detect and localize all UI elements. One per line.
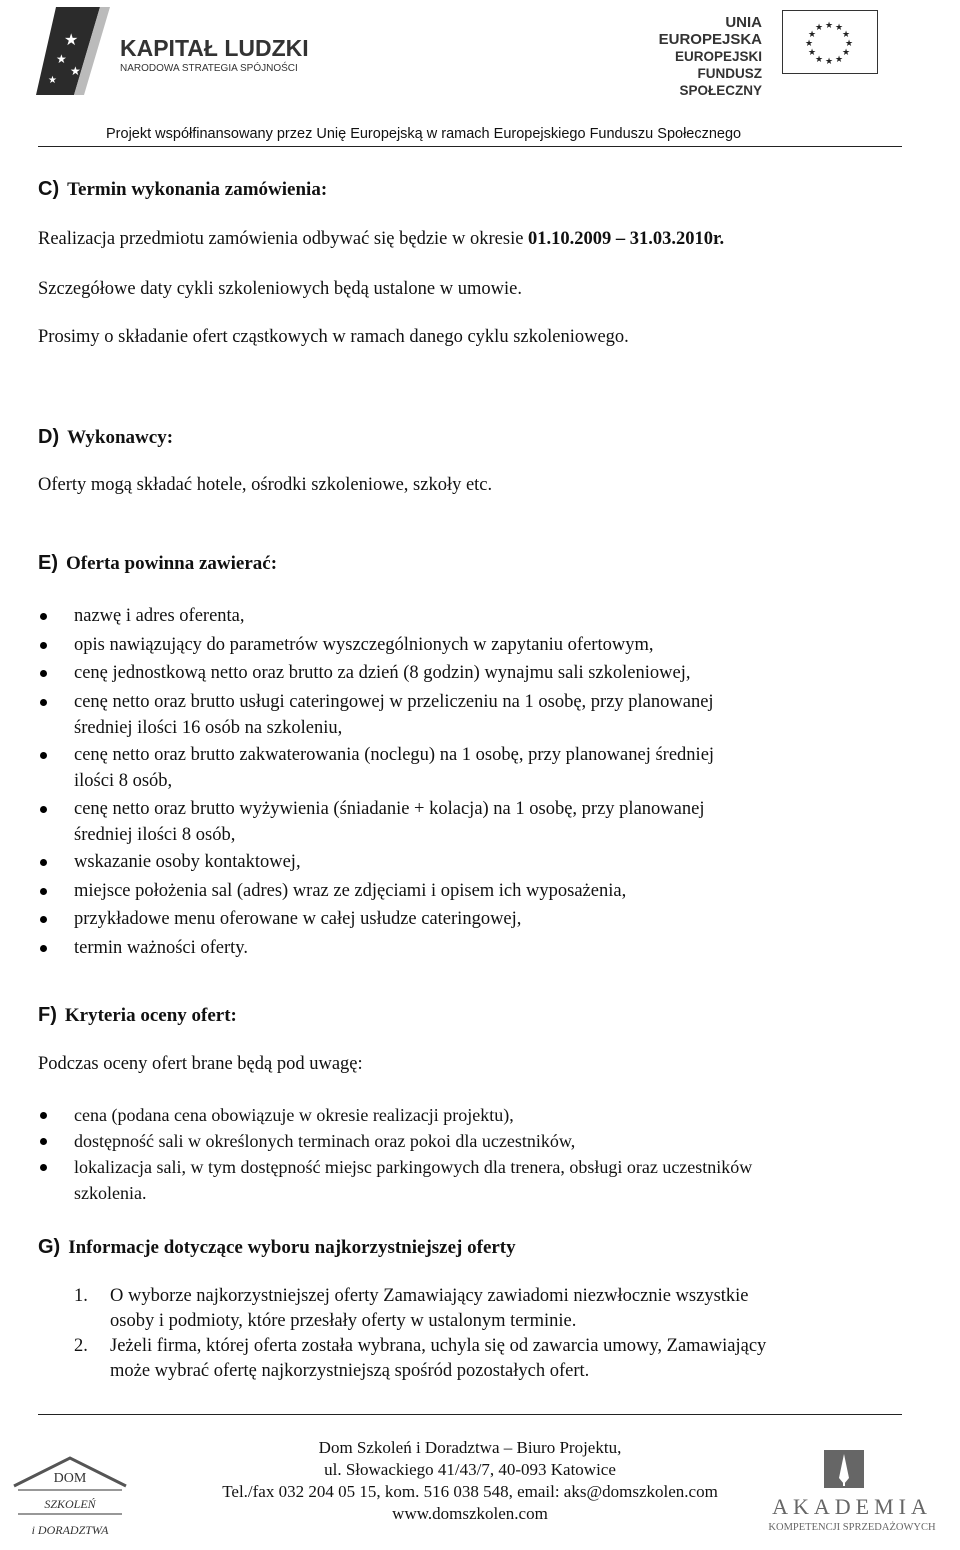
list-item-line: cenę netto oraz brutto wyżywienia (śniadanie + kolacja) na 1 osobę, przy planowanej	[74, 798, 705, 819]
list-item-line: dostępność sali w określonych terminach oraz pokoi dla uczestników,	[74, 1131, 576, 1151]
footer-line-2: ul. Słowackiego 41/43/7, 40-093 Katowice	[324, 1460, 616, 1479]
kapital-ludzki-title: KAPITAŁ LUDZKI	[120, 35, 309, 61]
list-item-line: średniej ilości 16 osób na szkoleniu,	[74, 717, 343, 738]
eu-logo	[630, 10, 880, 98]
list-item-line: cenę netto oraz brutto zakwaterowania (noclegu) na 1 osobę, przy planowanej średniej	[74, 745, 715, 766]
eu-flag-icon	[782, 10, 878, 74]
list-item-line: przykładowe menu oferowane w całej usłudze cateringowej,	[74, 909, 522, 930]
list-item	[38, 878, 714, 904]
offer-contents-list	[38, 603, 714, 964]
dom-logo-line1: DOM	[53, 1471, 87, 1486]
numbered-item-line: Jeżeli firma, której oferta została wybrana, uchyla się od zawarcia umowy, Zamawiający	[110, 1336, 767, 1356]
svg-text:★: ★	[824, 57, 834, 67]
list-item	[38, 1128, 752, 1154]
svg-text:★: ★	[844, 39, 854, 49]
dom-logo-line2: SZKOLEŃ	[44, 1497, 96, 1511]
svg-text:★: ★	[48, 75, 57, 86]
list-item	[38, 796, 714, 848]
eu-logo-line2: EUROPEJSKI	[674, 49, 762, 64]
list-item	[38, 660, 714, 686]
list-item	[38, 689, 714, 741]
evaluation-criteria-list	[38, 1102, 752, 1206]
dom-szkolen-logo	[10, 1450, 130, 1545]
section-g-heading	[38, 1236, 516, 1259]
list-item	[38, 742, 714, 794]
item-number: 1.	[74, 1286, 88, 1306]
section-d-heading	[38, 426, 173, 449]
section-c-letter: C)	[38, 178, 60, 200]
list-item	[38, 632, 714, 658]
svg-text:★: ★	[70, 64, 81, 78]
section-c-heading	[38, 178, 327, 201]
section-f-heading	[38, 1004, 237, 1027]
list-item	[38, 935, 714, 961]
section-e-title: Oferta powinna zawierać:	[66, 553, 278, 574]
list-item-line: cenę jednostkową netto oraz brutto za dzień (8 godzin) wynajmu sali szkoleniowej,	[74, 663, 691, 684]
list-item	[38, 1154, 752, 1206]
section-c-title: Termin wykonania zamówienia:	[67, 179, 328, 200]
svg-text:★: ★	[807, 30, 817, 40]
section-f-title: Kryteria oceny ofert:	[64, 1005, 237, 1026]
kapital-ludzki-logo	[36, 5, 326, 100]
selection-info-list	[74, 1284, 766, 1384]
section-d-paragraph-1: Oferty mogą składać hotele, ośrodki szkoleniowe, szkoły etc.	[38, 475, 493, 495]
svg-text:★: ★	[64, 32, 79, 49]
footer-divider	[38, 1414, 902, 1415]
footer-website: www.domszkolen.com	[392, 1504, 548, 1523]
list-item-line: termin ważności oferty.	[74, 938, 248, 959]
list-item-line: cena (podana cena obowiązuje w okresie realizacji projektu),	[74, 1105, 514, 1125]
eu-logo-line3: FUNDUSZ SPOŁECZNY	[679, 66, 762, 98]
eu-logo-line1: UNIA EUROPEJSKA	[658, 14, 762, 48]
svg-text:★: ★	[841, 48, 851, 58]
svg-text:★: ★	[834, 55, 844, 65]
footer-line-1: Dom Szkoleń i Doradztwa – Biuro Projektu,	[318, 1438, 622, 1457]
numbered-item	[74, 1334, 766, 1384]
list-item-line: szkolenia.	[74, 1183, 147, 1203]
svg-text:★: ★	[824, 21, 834, 31]
dom-logo-line3: i DORADZTWA	[31, 1523, 109, 1537]
svg-text:★: ★	[56, 52, 67, 66]
list-item-line: miejsce położenia sal (adres) wraz ze zdjęciami i opisem ich wyposażenia,	[74, 880, 627, 901]
svg-text:★: ★	[841, 30, 851, 40]
list-item	[38, 1102, 752, 1128]
section-c-paragraph-2: Szczegółowe daty cykli szkoleniowych będą ustalone w umowie.	[38, 279, 522, 299]
numbered-item-line: może wybrać ofertę najkorzystniejszą spośród pozostałych ofert.	[110, 1361, 590, 1381]
numbered-item-line: osoby i podmioty, które przesłały oferty w ustalonym terminie.	[110, 1311, 577, 1331]
svg-text:★: ★	[834, 23, 844, 33]
section-c-paragraph-3: Prosimy o składanie ofert cząstkowych w ramach danego cyklu szkoleniowego.	[38, 327, 629, 347]
section-f-letter: F)	[38, 1004, 57, 1026]
akademia-subtitle: KOMPETENCJI SPRZEDAŻOWYCH	[768, 1522, 936, 1533]
list-item-line: opis nawiązujący do parametrów wyszczególnionych w zapytaniu ofertowym,	[74, 634, 654, 655]
period-text: Realizacja przedmiotu zamówienia odbywać się będzie w okresie	[38, 229, 529, 249]
list-item	[38, 603, 714, 629]
list-item-line: cenę netto oraz brutto usługi cateringowej w przeliczeniu na 1 osobę, przy planowanej	[74, 691, 714, 712]
period-dates: 01.10.2009 – 31.03.2010r.	[528, 229, 725, 249]
list-item	[38, 849, 714, 875]
svg-text:★: ★	[804, 39, 814, 49]
numbered-item-line: O wyborze najkorzystniejszej oferty Zamawiający zawiadomi niezwłocznie wszystkie	[110, 1286, 749, 1306]
footer-contact	[150, 1437, 790, 1525]
list-item	[38, 906, 714, 932]
akademia-logo	[752, 1448, 952, 1540]
section-f-intro: Podczas oceny ofert brane będą pod uwagę:	[38, 1054, 363, 1074]
list-item-line: wskazanie osoby kontaktowej,	[74, 852, 301, 873]
cofinancing-note: Projekt współfinansowany przez Unię Europejską w ramach Europejskiego Funduszu Społecznego	[106, 126, 742, 142]
section-e-letter: E)	[38, 552, 58, 574]
list-item-line: średniej ilości 8 osób,	[74, 824, 236, 845]
section-c-paragraph-1	[38, 229, 724, 250]
svg-text:★: ★	[807, 48, 817, 58]
section-g-title: Informacje dotyczące wyboru najkorzystniejszej oferty	[68, 1237, 516, 1258]
header-divider	[38, 146, 902, 147]
item-number: 2.	[74, 1336, 88, 1356]
list-item-line: ilości 8 osób,	[74, 771, 173, 792]
list-item-line: nazwę i adres oferenta,	[74, 606, 245, 626]
section-d-title: Wykonawcy:	[67, 427, 174, 448]
svg-text:★: ★	[814, 55, 824, 65]
footer-line-3: Tel./fax 032 204 05 15, kom. 516 038 548, email: aks@domszkolen.com	[222, 1482, 718, 1501]
svg-text:★: ★	[814, 23, 824, 33]
section-e-heading	[38, 552, 277, 575]
section-d-letter: D)	[38, 426, 60, 448]
numbered-item	[74, 1284, 766, 1334]
list-item-line: lokalizacja sali, w tym dostępność miejsc parkingowych dla trenera, obsługi oraz uczestników	[74, 1157, 753, 1177]
kapital-ludzki-subtitle: NARODOWA STRATEGIA SPÓJNOŚCI	[120, 63, 298, 74]
section-g-letter: G)	[38, 1236, 61, 1258]
akademia-title: AKADEMIA	[772, 1494, 932, 1519]
